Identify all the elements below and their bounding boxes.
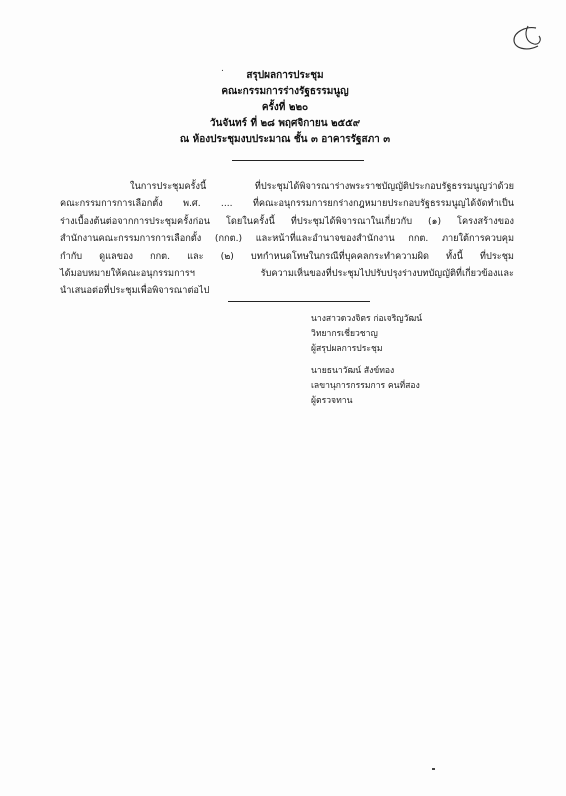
reviewer-signature-block xyxy=(311,364,420,409)
summarizer-role: ผู้สรุปผลการประชุม xyxy=(311,344,383,354)
reviewer-position: เลขานุการกรรมการ คนที่สอง xyxy=(311,381,420,391)
meeting-header xyxy=(150,68,420,148)
summarizer-name: นางสาวดวงจิตร ก่อเจริญวัฒน์ xyxy=(311,314,423,324)
paragraph-line: ในการประชุมครั้งนี้ ที่ประชุมได้พิจารณาร่างพระราชบัญญัติประกอบรัฐธรรมนูญว่าด้วย xyxy=(130,181,514,192)
body-divider xyxy=(228,301,370,302)
paragraph-line: ได้มอบหมายให้คณะอนุกรรมการฯ รับความเห็นของที่ประชุมไปปรับปรุงร่างบทบัญญัติที่เกี่ยวข้องและ xyxy=(60,268,514,280)
paragraph-line: คณะกรรมการการเลือกตั้ง พ.ศ. .... ที่คณะอนุกรรมการยกร่างกฎหมายประกอบรัฐธรรมนูญได้จัดทำเป็น xyxy=(60,198,514,210)
summarizer-position: วิทยากรเชี่ยวชาญ xyxy=(311,329,378,339)
paragraph-line: สำนักงานคณะกรรมการการเลือกตั้ง (กกต.) และหน้าที่และอำนาจของสำนักงาน กกต. ภายใต้การควบคุม xyxy=(60,233,514,245)
header-divider xyxy=(232,160,364,161)
reviewer-name: นายธนาวัฒน์ สังข์ทอง xyxy=(311,366,395,376)
meeting-venue: ณ ห้องประชุมงบประมาณ ชั้น ๓ อาคารรัฐสภา ๓ xyxy=(179,134,391,145)
document-title: สรุปผลการประชุม xyxy=(246,70,324,81)
paragraph-line: นำเสนอต่อที่ประชุมเพื่อพิจารณาต่อไป xyxy=(60,285,210,297)
reviewer-role: ผู้ตรวจทาน xyxy=(311,396,353,406)
tick-mark: . xyxy=(221,64,224,74)
paragraph-line: กำกับ ดูแลของ กกต. และ (๒) บทกำหนดโทษในกรณีที่บุคคลกระทำความผิด ทั้งนี้ ที่ประชุม xyxy=(60,250,514,262)
handwritten-initial-mark xyxy=(506,22,546,56)
session-number: ครั้งที่ ๒๒๐ xyxy=(261,102,309,113)
meeting-summary-paragraph xyxy=(60,178,514,300)
meeting-date: วันจันทร์ ที่ ๒๘ พฤศจิกายน ๒๕๕๙ xyxy=(209,118,361,129)
paragraph-line: ร่างเบื้องต้นต่อจากการประชุมครั้งก่อน โดยในครั้งนี้ ที่ประชุมได้พิจารณาในเกี่ยวกับ (๑) โครงสร้างของ xyxy=(60,215,514,227)
scan-speck xyxy=(432,768,435,770)
committee-name: คณะกรรมการร่างรัฐธรรมนูญ xyxy=(221,86,349,97)
summarizer-signature-block xyxy=(311,312,422,357)
